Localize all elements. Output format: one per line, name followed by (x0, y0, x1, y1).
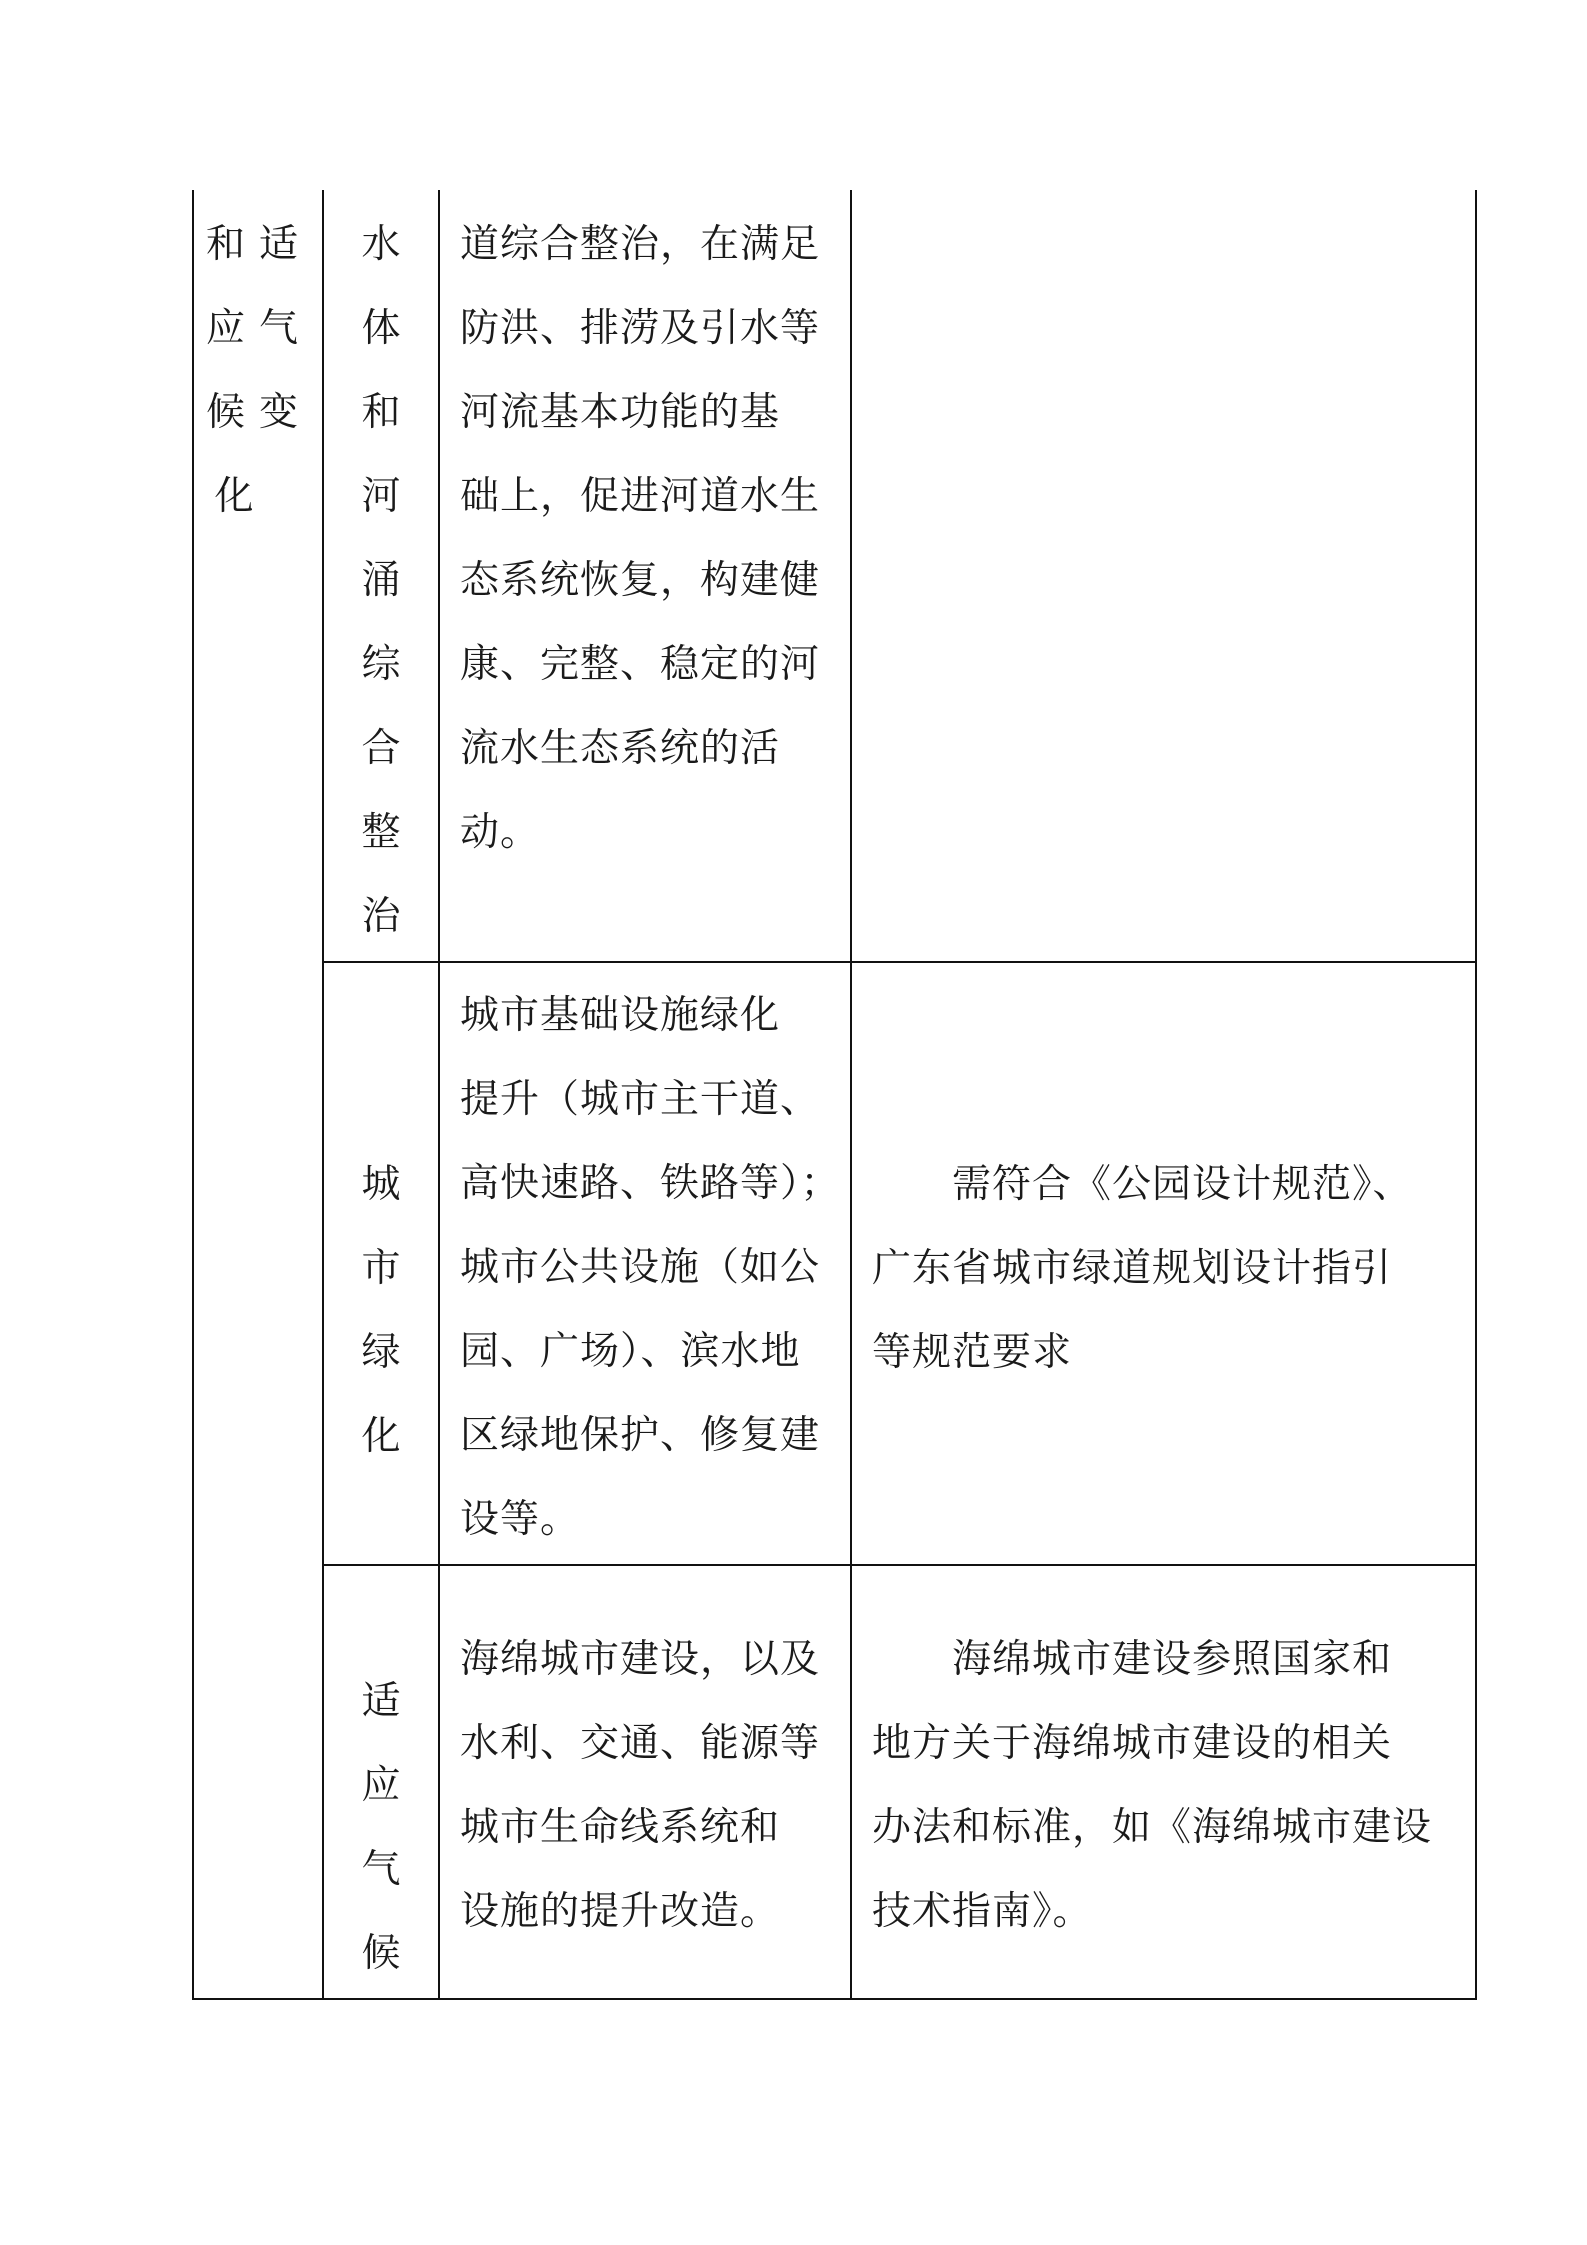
row-divider-1 (322, 961, 1477, 963)
row-requirement: 需符合《公园设计规范》、 广东省城市绿道规划设计指引 等规范要求 (872, 1162, 1413, 1375)
row-name: 水 体 和 河 涌 综 合 整 治 (361, 222, 401, 939)
row-description: 海绵城市建设，以及 水利、交通、能源等 城市生命线系统和 设施的提升改造。 (460, 1637, 821, 1934)
row-requirement: 海绵城市建设参照国家和 地方关于海绵城市建设的相关 办法和标准，如《海绵城市建设 技术指南》。 (872, 1637, 1433, 1934)
category-text-line: 候变 (205, 390, 312, 435)
table-border-bottom (192, 1998, 1477, 2000)
table-divider-col3 (850, 190, 852, 2000)
table-divider-col2 (438, 190, 440, 2000)
row-divider-2 (322, 1564, 1477, 1566)
table-border-right (1475, 190, 1477, 2000)
category-text-line: 应气 (205, 306, 312, 351)
row-description: 道综合整治，在满足 防洪、排涝及引水等 河流基本功能的基 础上，促进河道水生 态系统恢复，构建健 康、完整、稳定的河 流水生态系统的活 动。 (460, 222, 821, 855)
category-text-line: 和适 (205, 222, 312, 267)
row-description: 城市基础设施绿化 提升（城市主干道、 高快速路、铁路等）； 城市公共设施（如公 园、广场）、滨水地 区绿地保护、修复建 设等。 (460, 993, 841, 1542)
row-name: 适 应 气 候 (361, 1679, 401, 1976)
category-text-line: 化 (214, 474, 254, 519)
row-name: 城 市 绿 化 (361, 1162, 401, 1459)
table-border-left (192, 190, 194, 2000)
